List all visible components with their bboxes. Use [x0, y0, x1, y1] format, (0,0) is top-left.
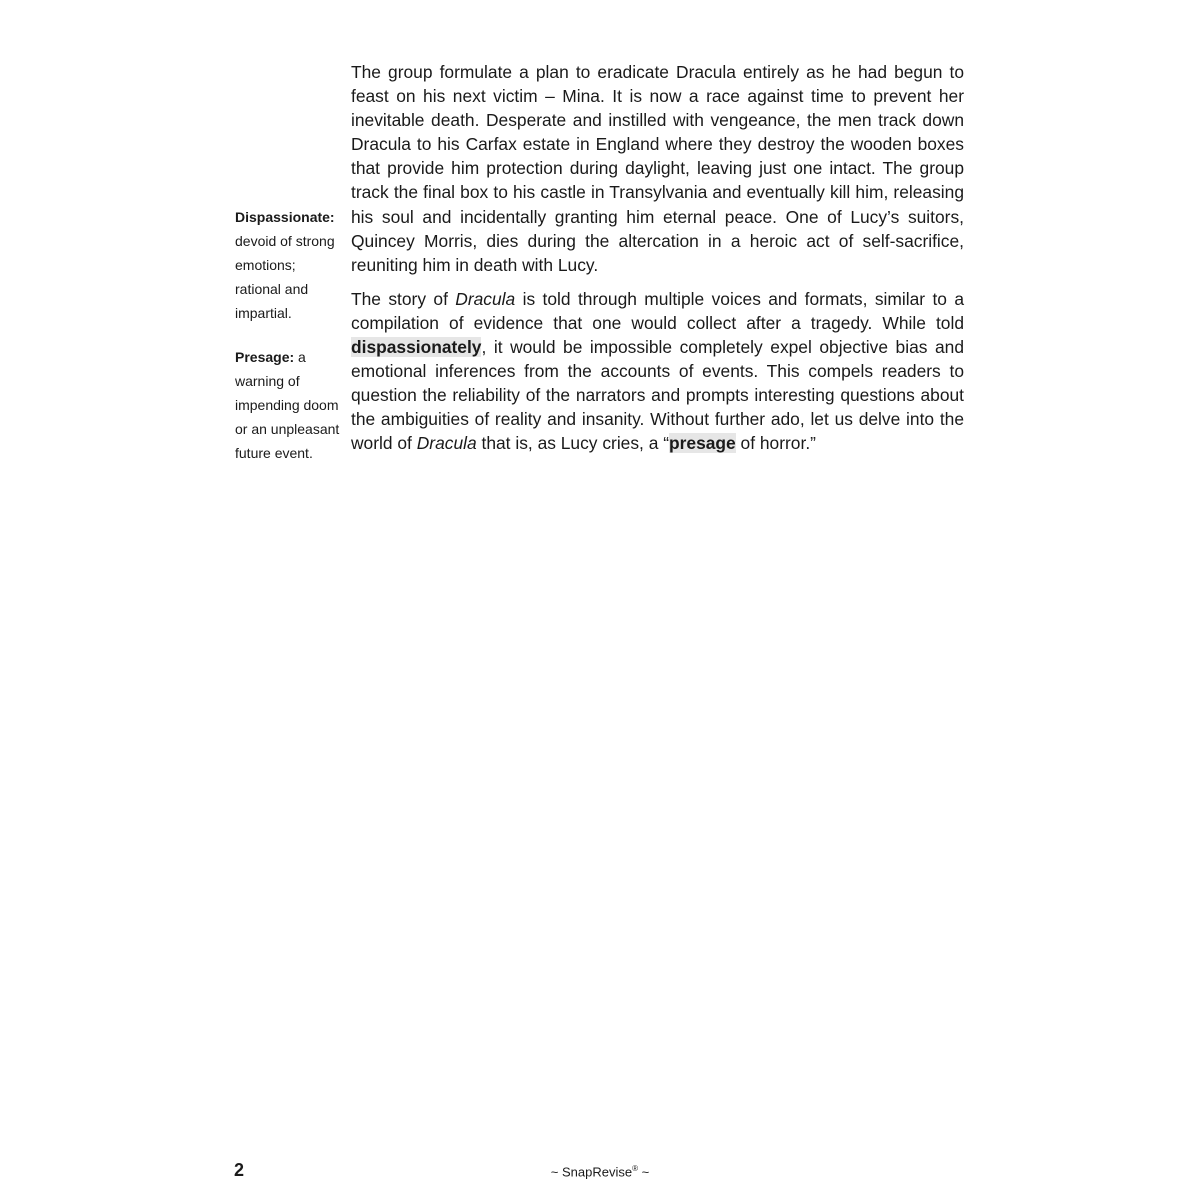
page-number: 2 [234, 1160, 245, 1180]
text-run: The story of [351, 288, 456, 309]
glossary-definition: a warning of impending doom or an unpleasant future event. [235, 349, 340, 462]
glossary-entry-presage [235, 345, 343, 465]
footer-brand [0, 1164, 1200, 1179]
text-run: is told through multiple voices and formats, similar to a compilation of evidence that one would collect after a tragedy. While told [351, 288, 964, 333]
brand-text: ~ SnapRevise [550, 1164, 633, 1180]
book-title: Dracula [416, 433, 477, 454]
body-paragraph-narrative [351, 287, 964, 456]
text-run: that is, as Lucy cries, a “ [476, 433, 670, 454]
glossary-term: Dispassionate: [235, 209, 335, 225]
glossary-definition: devoid of strong emotions; rational and impartial. [235, 233, 335, 322]
registered-mark: ® [632, 1164, 638, 1173]
glossary-term: Presage: [235, 349, 295, 365]
brand-suffix: ~ [638, 1164, 650, 1180]
book-title: Dracula [455, 288, 516, 309]
main-body-text [351, 60, 964, 466]
glossary-entry-dispassionate [235, 205, 343, 325]
keyword-highlight-dispassionately: dispassionately [351, 337, 482, 358]
text-run: of horror.” [735, 433, 816, 454]
text-run: , it would be impossible completely expel objective bias and emotional inferences from the accounts of events. This compels readers to question the reliability of the narrators and prompts interesting questions about the ambiguities of reality and insanity. Without further ado, let us delve into the world of [351, 337, 964, 454]
body-paragraph-plot: The group formulate a plan to eradicate Dracula entirely as he had begun to feast on his next victim – Mina. It is now a race against time to prevent her inevitable death. Desperate and instilled with vengeance, the men track down Dracula to his Carfax estate in England where they destroy the wooden boxes that provide him protection during daylight, leaving just one intact. The group track the final box to his castle in Transylvania and eventually kill him, releasing his soul and incidentally granting him eternal peace. One of Lucy’s suitors, Quincey Morris, dies during the altercation in a heroic act of self-sacrifice, reuniting him in death with Lucy. [351, 62, 964, 275]
keyword-highlight-presage: presage [669, 433, 736, 454]
